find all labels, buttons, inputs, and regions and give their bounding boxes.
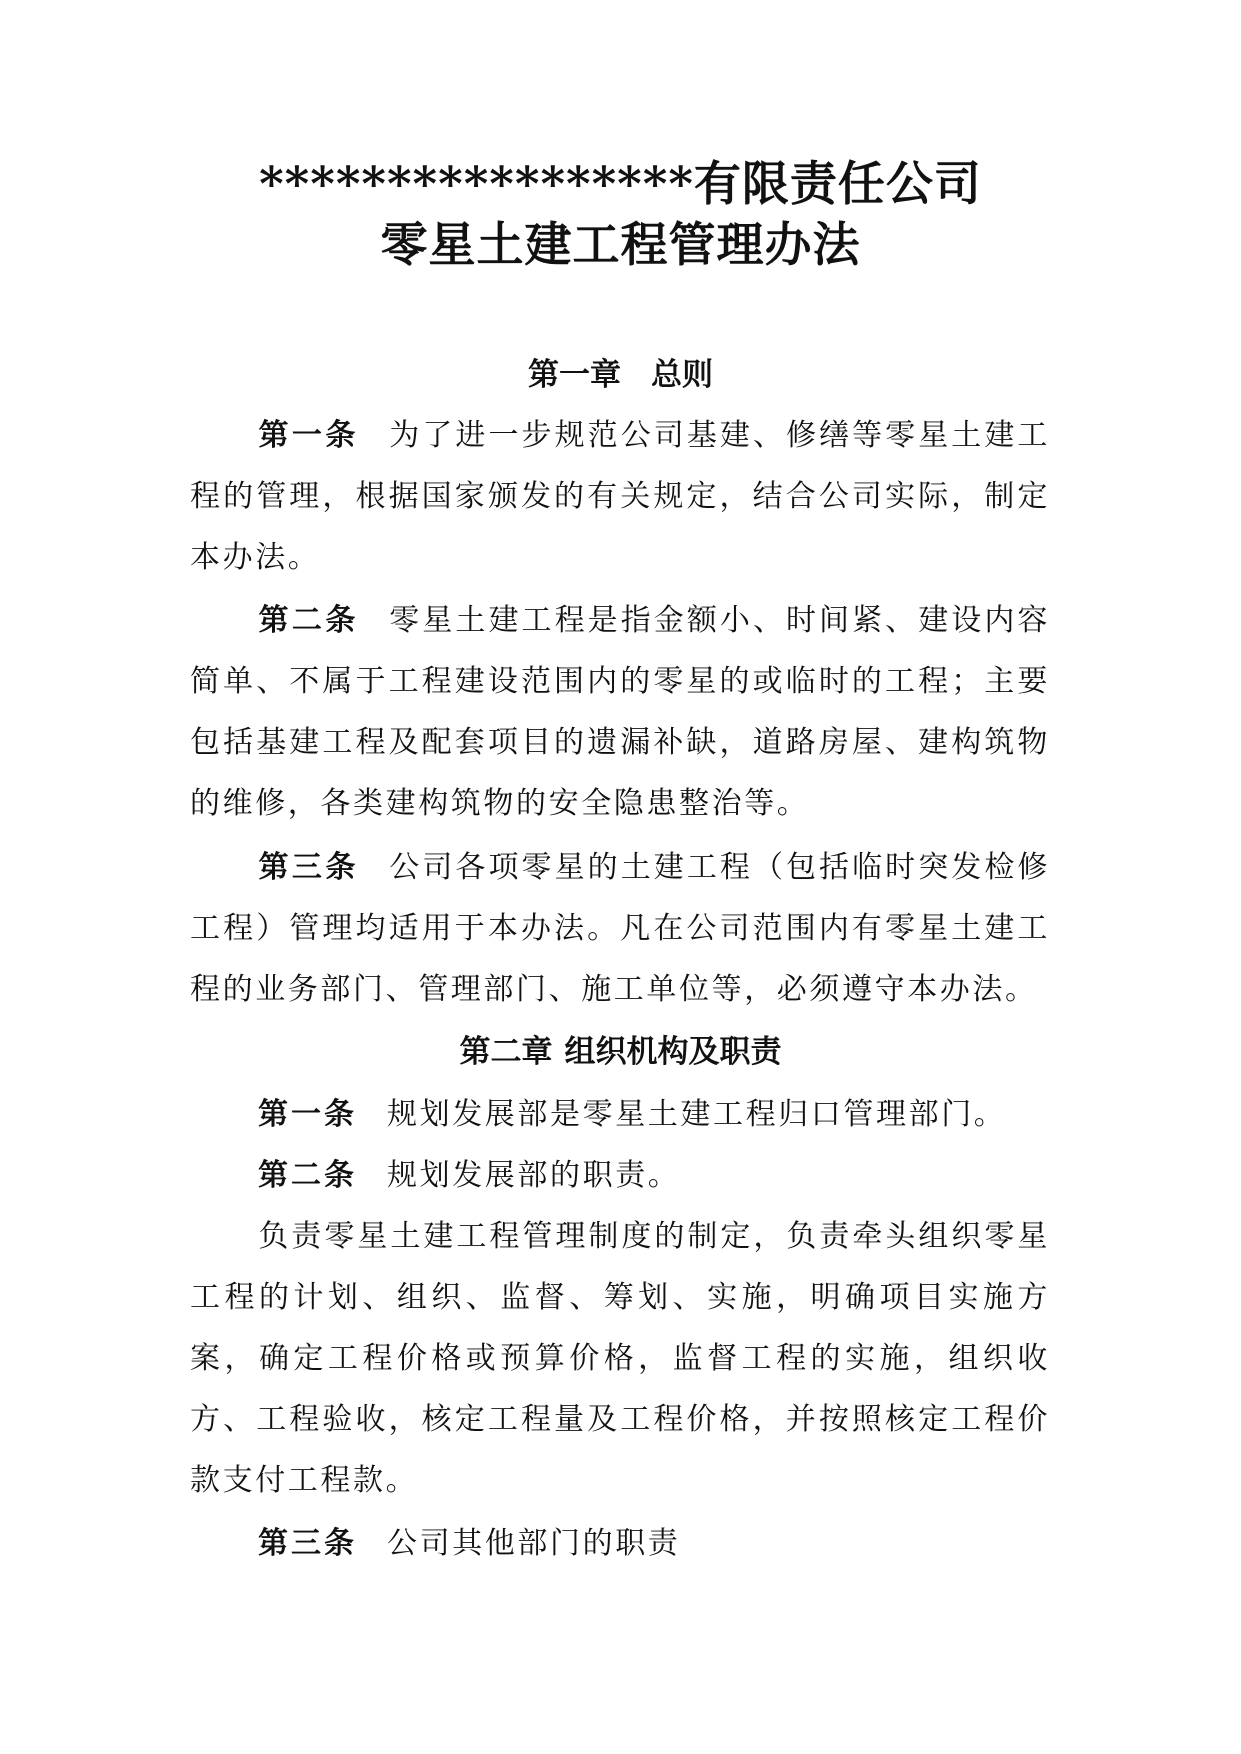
paragraph-text: 负责零星土建工程管理制度的制定，负责牵头组织零星工程的计划、组织、监督、筹划、实施，明确项目实施方案，确定工程价格或预算价格，监督工程的实施，组织收方、工程验收，核定工程量及工程价格，并按照核定工程价款支付工程款。 [190,1219,1050,1498]
chapter-heading-1 [0,353,1241,397]
body-paragraph [190,1206,1050,1511]
document-title-company: *****************有限责任公司 [259,157,982,212]
chapter-number: 第一章 [528,357,621,393]
chapter-name: 总则 [651,357,713,393]
chapter-number: 第二章 [459,1034,553,1070]
article-label: 第二条 [258,603,359,638]
article-label: 第一条 [258,1097,357,1132]
article-text: 零星土建工程是指金额小、时间紧、建设内容简单、不属于工程建设范围内的零星的或临时的工程；主要包括基建工程及配套项目的遗漏补缺，道路房屋、建构筑物的维修，各类建构筑物的安全隐患整治等。 [190,603,1051,821]
article-text: 公司其他部门的职责 [387,1526,681,1561]
article-paragraph [190,405,1050,588]
article-label: 第一条 [258,418,359,453]
article-paragraph [190,590,1050,834]
article-text: 规划发展部的职责。 [387,1158,681,1193]
article-label: 第三条 [258,850,359,885]
article-text: 公司各项零星的土建工程（包括临时突发检修工程）管理均适用于本办法。凡在公司范围内有零星土建工程的业务部门、管理部门、施工单位等，必须遵守本办法。 [190,850,1051,1007]
article-label: 第二条 [258,1158,357,1193]
chapter-name: 组织机构及职责 [564,1034,782,1070]
article-label: 第三条 [258,1526,357,1561]
document-title-regulation: 零星土建工程管理办法 [380,218,861,273]
article-paragraph [190,837,1050,1020]
article-paragraph [190,1084,1050,1145]
chapter-heading-2 [0,1030,1241,1074]
article-paragraph [190,1513,1050,1574]
article-paragraph [190,1145,1050,1206]
article-text: 为了进一步规范公司基建、修缮等零星土建工程的管理，根据国家颁发的有关规定，结合公司实际，制定本办法。 [190,418,1051,575]
article-text: 规划发展部是零星土建工程归口管理部门。 [387,1097,1007,1132]
